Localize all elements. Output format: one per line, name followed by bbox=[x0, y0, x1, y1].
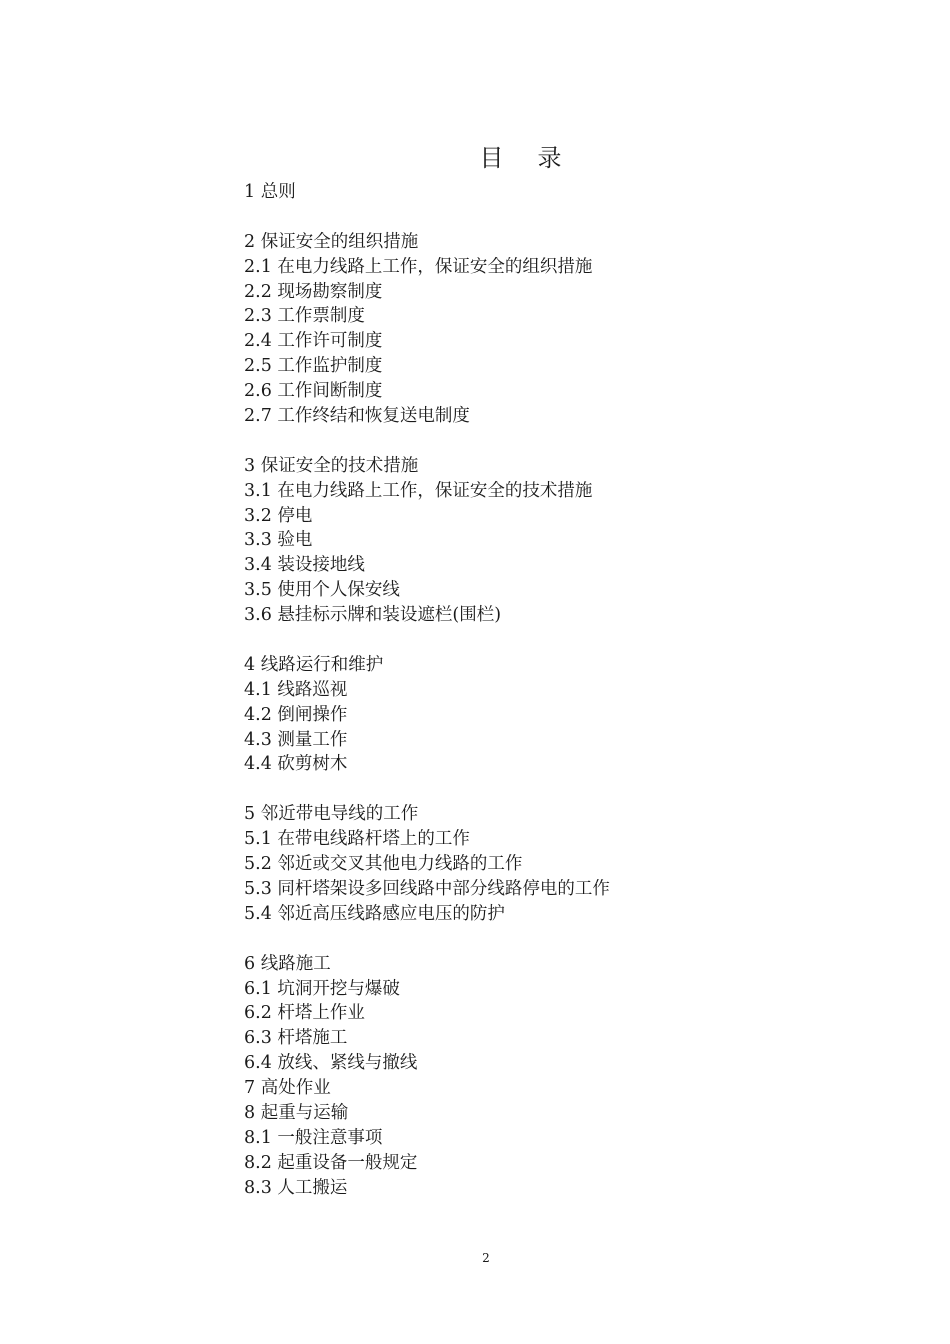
toc-entry[interactable] bbox=[244, 1001, 864, 1026]
toc-entry-title: 砍剪树木 bbox=[277, 754, 348, 775]
toc-entry-number: 6.2 bbox=[244, 1003, 272, 1024]
toc-entry[interactable] bbox=[244, 404, 864, 429]
toc-entry-title: 停电 bbox=[277, 505, 313, 526]
toc-entry[interactable] bbox=[244, 728, 864, 753]
toc-entry-number: 2 bbox=[244, 231, 256, 252]
toc-entry[interactable] bbox=[244, 180, 864, 205]
page-title: 目录 bbox=[479, 144, 596, 172]
toc-entry[interactable] bbox=[244, 1151, 864, 1176]
table-of-contents bbox=[244, 180, 864, 1201]
toc-entry-number: 7 bbox=[244, 1078, 256, 1099]
toc-entry-title: 装设接地线 bbox=[277, 555, 365, 576]
toc-entry[interactable] bbox=[244, 902, 864, 927]
page-number: 2 bbox=[482, 1251, 490, 1265]
toc-entry-title: 高处作业 bbox=[260, 1078, 331, 1099]
toc-entry-title: 起重与运输 bbox=[260, 1102, 349, 1123]
toc-entry-title: 起重设备一般规定 bbox=[277, 1152, 418, 1173]
toc-entry-number: 6 bbox=[244, 953, 256, 974]
toc-entry-title: 保证安全的组织措施 bbox=[260, 231, 419, 252]
toc-entry-title: 现场勘察制度 bbox=[277, 281, 383, 302]
toc-entry[interactable] bbox=[244, 952, 864, 977]
toc-spacer bbox=[244, 628, 864, 653]
toc-entry-number: 5 bbox=[244, 804, 256, 825]
toc-entry-title: 同杆塔架设多回线路中部分线路停电的工作 bbox=[277, 878, 610, 899]
toc-entry-title: 一般注意事项 bbox=[277, 1127, 383, 1148]
toc-entry[interactable] bbox=[244, 1126, 864, 1151]
toc-entry-number: 3 bbox=[244, 455, 256, 476]
toc-entry-title: 保证安全的技术措施 bbox=[260, 455, 419, 476]
toc-entry[interactable] bbox=[244, 703, 864, 728]
toc-entry-number: 5.3 bbox=[244, 878, 272, 899]
toc-entry[interactable] bbox=[244, 1101, 864, 1126]
toc-entry-number: 2.4 bbox=[244, 331, 272, 352]
toc-entry-title: 悬挂标示牌和装设遮栏(围栏) bbox=[277, 605, 502, 626]
toc-entry[interactable] bbox=[244, 280, 864, 305]
toc-entry-title: 在电力线路上工作，保证安全的组织措施 bbox=[277, 256, 593, 277]
toc-entry-number: 4 bbox=[244, 654, 256, 675]
toc-spacer bbox=[244, 927, 864, 952]
toc-entry-number: 3.4 bbox=[244, 555, 272, 576]
toc-entry[interactable] bbox=[244, 454, 864, 479]
toc-spacer bbox=[244, 429, 864, 454]
toc-entry[interactable] bbox=[244, 653, 864, 678]
toc-entry-number: 8.3 bbox=[244, 1177, 272, 1198]
toc-entry[interactable] bbox=[244, 877, 864, 902]
toc-entry-title: 邻近高压线路感应电压的防护 bbox=[277, 903, 505, 924]
toc-entry-number: 4.4 bbox=[244, 754, 272, 775]
toc-entry[interactable] bbox=[244, 329, 864, 354]
toc-spacer bbox=[244, 777, 864, 802]
toc-entry[interactable] bbox=[244, 802, 864, 827]
toc-entry-number: 3.3 bbox=[244, 530, 272, 551]
toc-entry[interactable] bbox=[244, 528, 864, 553]
toc-entry[interactable] bbox=[244, 578, 864, 603]
toc-entry-title: 人工搬运 bbox=[277, 1177, 348, 1198]
toc-entry-number: 8.2 bbox=[244, 1152, 272, 1173]
toc-entry-number: 2.1 bbox=[244, 256, 272, 277]
toc-entry-title: 杆塔上作业 bbox=[277, 1003, 365, 1024]
toc-entry[interactable] bbox=[244, 504, 864, 529]
toc-entry[interactable] bbox=[244, 1176, 864, 1201]
toc-entry-title: 总则 bbox=[260, 182, 296, 202]
toc-entry-title: 杆塔施工 bbox=[277, 1028, 348, 1049]
toc-entry-number: 4.3 bbox=[244, 729, 272, 750]
toc-entry-number: 4.2 bbox=[244, 704, 272, 725]
toc-entry-title: 在带电线路杆塔上的工作 bbox=[277, 829, 470, 850]
toc-entry[interactable] bbox=[244, 827, 864, 852]
toc-spacer bbox=[244, 205, 864, 230]
toc-entry-number: 2.2 bbox=[244, 281, 272, 302]
toc-entry-number: 3.1 bbox=[244, 480, 272, 501]
toc-entry[interactable] bbox=[244, 379, 864, 404]
toc-entry-number: 2.7 bbox=[244, 406, 272, 427]
toc-entry-title: 线路巡视 bbox=[277, 679, 348, 700]
toc-entry[interactable] bbox=[244, 852, 864, 877]
toc-entry-number: 6.4 bbox=[244, 1053, 272, 1074]
toc-entry-number: 2.3 bbox=[244, 306, 272, 327]
toc-entry-number: 5.1 bbox=[244, 829, 272, 850]
toc-entry-number: 2.6 bbox=[244, 381, 272, 402]
toc-entry[interactable] bbox=[244, 230, 864, 255]
toc-entry-number: 3.6 bbox=[244, 605, 272, 626]
toc-entry-title: 线路运行和维护 bbox=[260, 654, 384, 675]
toc-entry[interactable] bbox=[244, 752, 864, 777]
toc-entry-number: 3.5 bbox=[244, 580, 272, 601]
toc-entry-title: 工作终结和恢复送电制度 bbox=[277, 406, 470, 427]
toc-entry-number: 4.1 bbox=[244, 679, 272, 700]
toc-entry-title: 测量工作 bbox=[277, 729, 348, 750]
toc-entry-title: 坑洞开挖与爆破 bbox=[277, 978, 400, 999]
toc-entry-title: 工作间断制度 bbox=[277, 381, 383, 402]
toc-entry[interactable] bbox=[244, 255, 864, 280]
toc-entry-number: 8 bbox=[244, 1102, 256, 1123]
toc-entry[interactable] bbox=[244, 304, 864, 329]
toc-entry-title: 线路施工 bbox=[260, 953, 331, 974]
toc-entry-title: 工作许可制度 bbox=[277, 331, 383, 352]
toc-entry-title: 使用个人保安线 bbox=[277, 580, 400, 601]
toc-entry[interactable] bbox=[244, 977, 864, 1002]
toc-entry[interactable] bbox=[244, 354, 864, 379]
toc-entry-number: 6.3 bbox=[244, 1028, 272, 1049]
toc-entry-title: 工作票制度 bbox=[277, 306, 365, 327]
toc-entry-title: 邻近或交叉其他电力线路的工作 bbox=[277, 854, 523, 875]
toc-entry-title: 放线、紧线与撤线 bbox=[277, 1053, 418, 1074]
toc-entry[interactable] bbox=[244, 678, 864, 703]
toc-entry-title: 邻近带电导线的工作 bbox=[260, 804, 419, 825]
toc-entry-number: 5.4 bbox=[244, 903, 272, 924]
toc-entry-title: 倒闸操作 bbox=[277, 704, 348, 725]
toc-entry[interactable] bbox=[244, 479, 864, 504]
toc-entry[interactable] bbox=[244, 553, 864, 578]
toc-entry-number: 5.2 bbox=[244, 854, 272, 875]
toc-entry-number: 8.1 bbox=[244, 1127, 272, 1148]
toc-entry[interactable] bbox=[244, 603, 864, 628]
toc-entry[interactable] bbox=[244, 1026, 864, 1051]
toc-entry[interactable] bbox=[244, 1076, 864, 1101]
toc-entry-number: 3.2 bbox=[244, 505, 272, 526]
toc-entry-title: 在电力线路上工作，保证安全的技术措施 bbox=[277, 480, 593, 501]
toc-entry-title: 工作监护制度 bbox=[277, 356, 383, 377]
toc-entry-number: 1 bbox=[244, 182, 256, 202]
toc-entry-title: 验电 bbox=[277, 530, 313, 551]
toc-entry-number: 6.1 bbox=[244, 978, 272, 999]
toc-entry[interactable] bbox=[244, 1051, 864, 1076]
toc-entry-number: 2.5 bbox=[244, 356, 272, 377]
